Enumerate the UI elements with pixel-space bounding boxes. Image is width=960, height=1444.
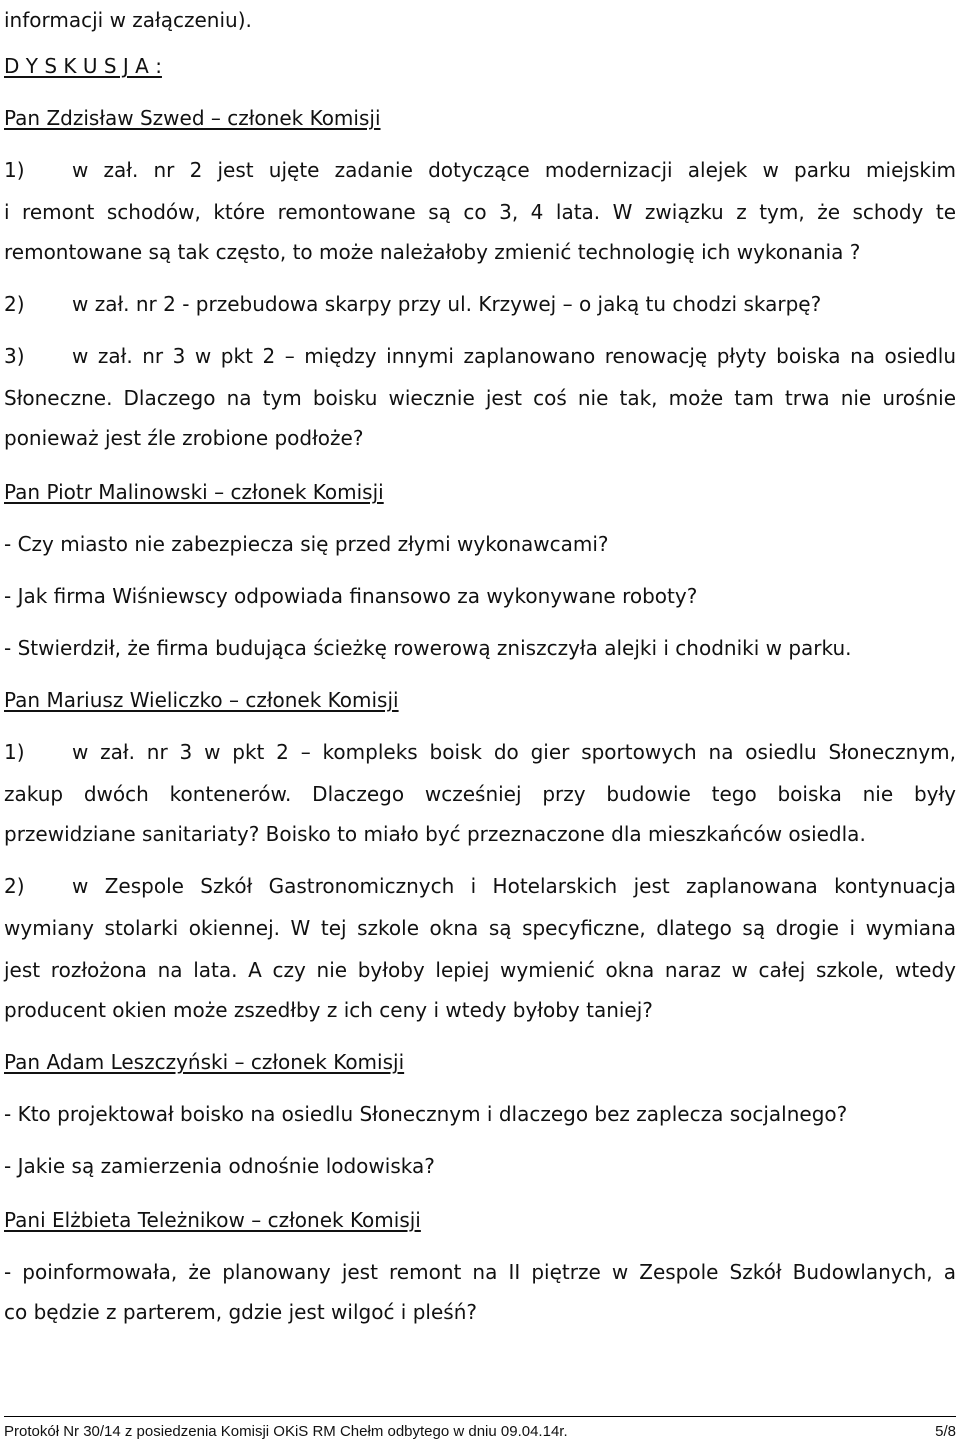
paragraph-line: co będzie z parterem, gdzie jest wilgoć i pleśń? [4, 1300, 477, 1324]
list-number: 1) [4, 158, 25, 182]
paragraph-line: ponieważ jest źle zrobione podłoże? [4, 426, 364, 450]
paragraph-line: 1) w zał. nr 3 w pkt 2 – kompleks boisk do gier sportowych na osiedlu Słonecznym, [4, 740, 956, 764]
paragraph-line: - Czy miasto nie zabezpiecza się przed złymi wykonawcami? [4, 532, 609, 556]
speaker-heading-wieliczko: Pan Mariusz Wieliczko – członek Komisji [4, 688, 399, 712]
paragraph-line: przewidziane sanitariaty? Boisko to miało być przeznaczone dla mieszkańców osiedla. [4, 822, 866, 846]
paragraph-line: zakup dwóch kontenerów. Dlaczego wcześniej przy budowie tego boiska nie były [4, 782, 956, 806]
paragraph-line: - Kto projektował boisko na osiedlu Słonecznym i dlaczego bez zaplecza socjalnego? [4, 1102, 848, 1126]
continuation-line: informacji w załączeniu). [4, 8, 252, 32]
paragraph-line: Słoneczne. Dlaczego na tym boisku wiecznie jest coś nie tak, może tam trwa nie urośnie [4, 386, 956, 410]
paragraph-line: - poinformowała, że planowany jest remont na II piętrze w Zespole Szkół Budowlanych, a [4, 1260, 956, 1284]
paragraph-line: producent okien może zszedłby z ich ceny i wtedy byłoby taniej? [4, 998, 653, 1022]
list-number: 2) [4, 874, 25, 898]
paragraph-line: 2) w Zespole Szkół Gastronomicznych i Hotelarskich jest zaplanowana kontynuacja [4, 874, 956, 898]
list-number: 3) [4, 344, 25, 368]
paragraph-line: remontowane są tak często, to może należałoby zmienić technologię ich wykonania ? [4, 240, 861, 264]
paragraph-line: - Jak firma Wiśniewscy odpowiada finansowo za wykonywane roboty? [4, 584, 698, 608]
footer-divider [4, 1416, 956, 1417]
paragraph-line: jest rozłożona na lata. A czy nie byłoby lepiej wymienić okna naraz w całej szkole, wtedy [4, 958, 956, 982]
speaker-heading-leszczynski: Pan Adam Leszczyński – członek Komisji [4, 1050, 405, 1074]
paragraph-line: - Jakie są zamierzenia odnośnie lodowiska? [4, 1154, 435, 1178]
discussion-heading: D Y S K U S J A : [4, 54, 162, 78]
speaker-heading-telezhnikow: Pani Elżbieta Teleżnikow – członek Komisji [4, 1208, 421, 1232]
paragraph-line: wymiany stolarki okiennej. W tej szkole okna są specyficzne, dlatego są drogie i wymiana [4, 916, 956, 940]
speaker-heading-malinowski: Pan Piotr Malinowski – członek Komisji [4, 480, 384, 504]
paragraph-line: - Stwierdził, że firma budująca ścieżkę rowerową zniszczyła alejki i chodniki w parku. [4, 636, 852, 660]
list-number: 1) [4, 740, 25, 764]
paragraph-line: i remont schodów, które remontowane są co 3, 4 lata. W związku z tym, że schody te [4, 200, 956, 224]
paragraph-line: 3) w zał. nr 3 w pkt 2 – między innymi zaplanowano renowację płyty boiska na osiedlu [4, 344, 956, 368]
page-number: 5/8 [935, 1423, 956, 1440]
list-number: 2) [4, 292, 25, 316]
footer-title: Protokół Nr 30/14 z posiedzenia Komisji OKiS RM Chełm odbytego w dniu 09.04.14r. [4, 1423, 568, 1440]
paragraph-line: 1) w zał. nr 2 jest ujęte zadanie dotyczące modernizacji alejek w parku miejskim [4, 158, 956, 182]
paragraph-line: 2) w zał. nr 2 - przebudowa skarpy przy ul. Krzywej – o jaką tu chodzi skarpę? [4, 292, 822, 316]
speaker-heading-szwed: Pan Zdzisław Szwed – członek Komisji [4, 106, 381, 130]
page-footer [4, 1422, 956, 1442]
